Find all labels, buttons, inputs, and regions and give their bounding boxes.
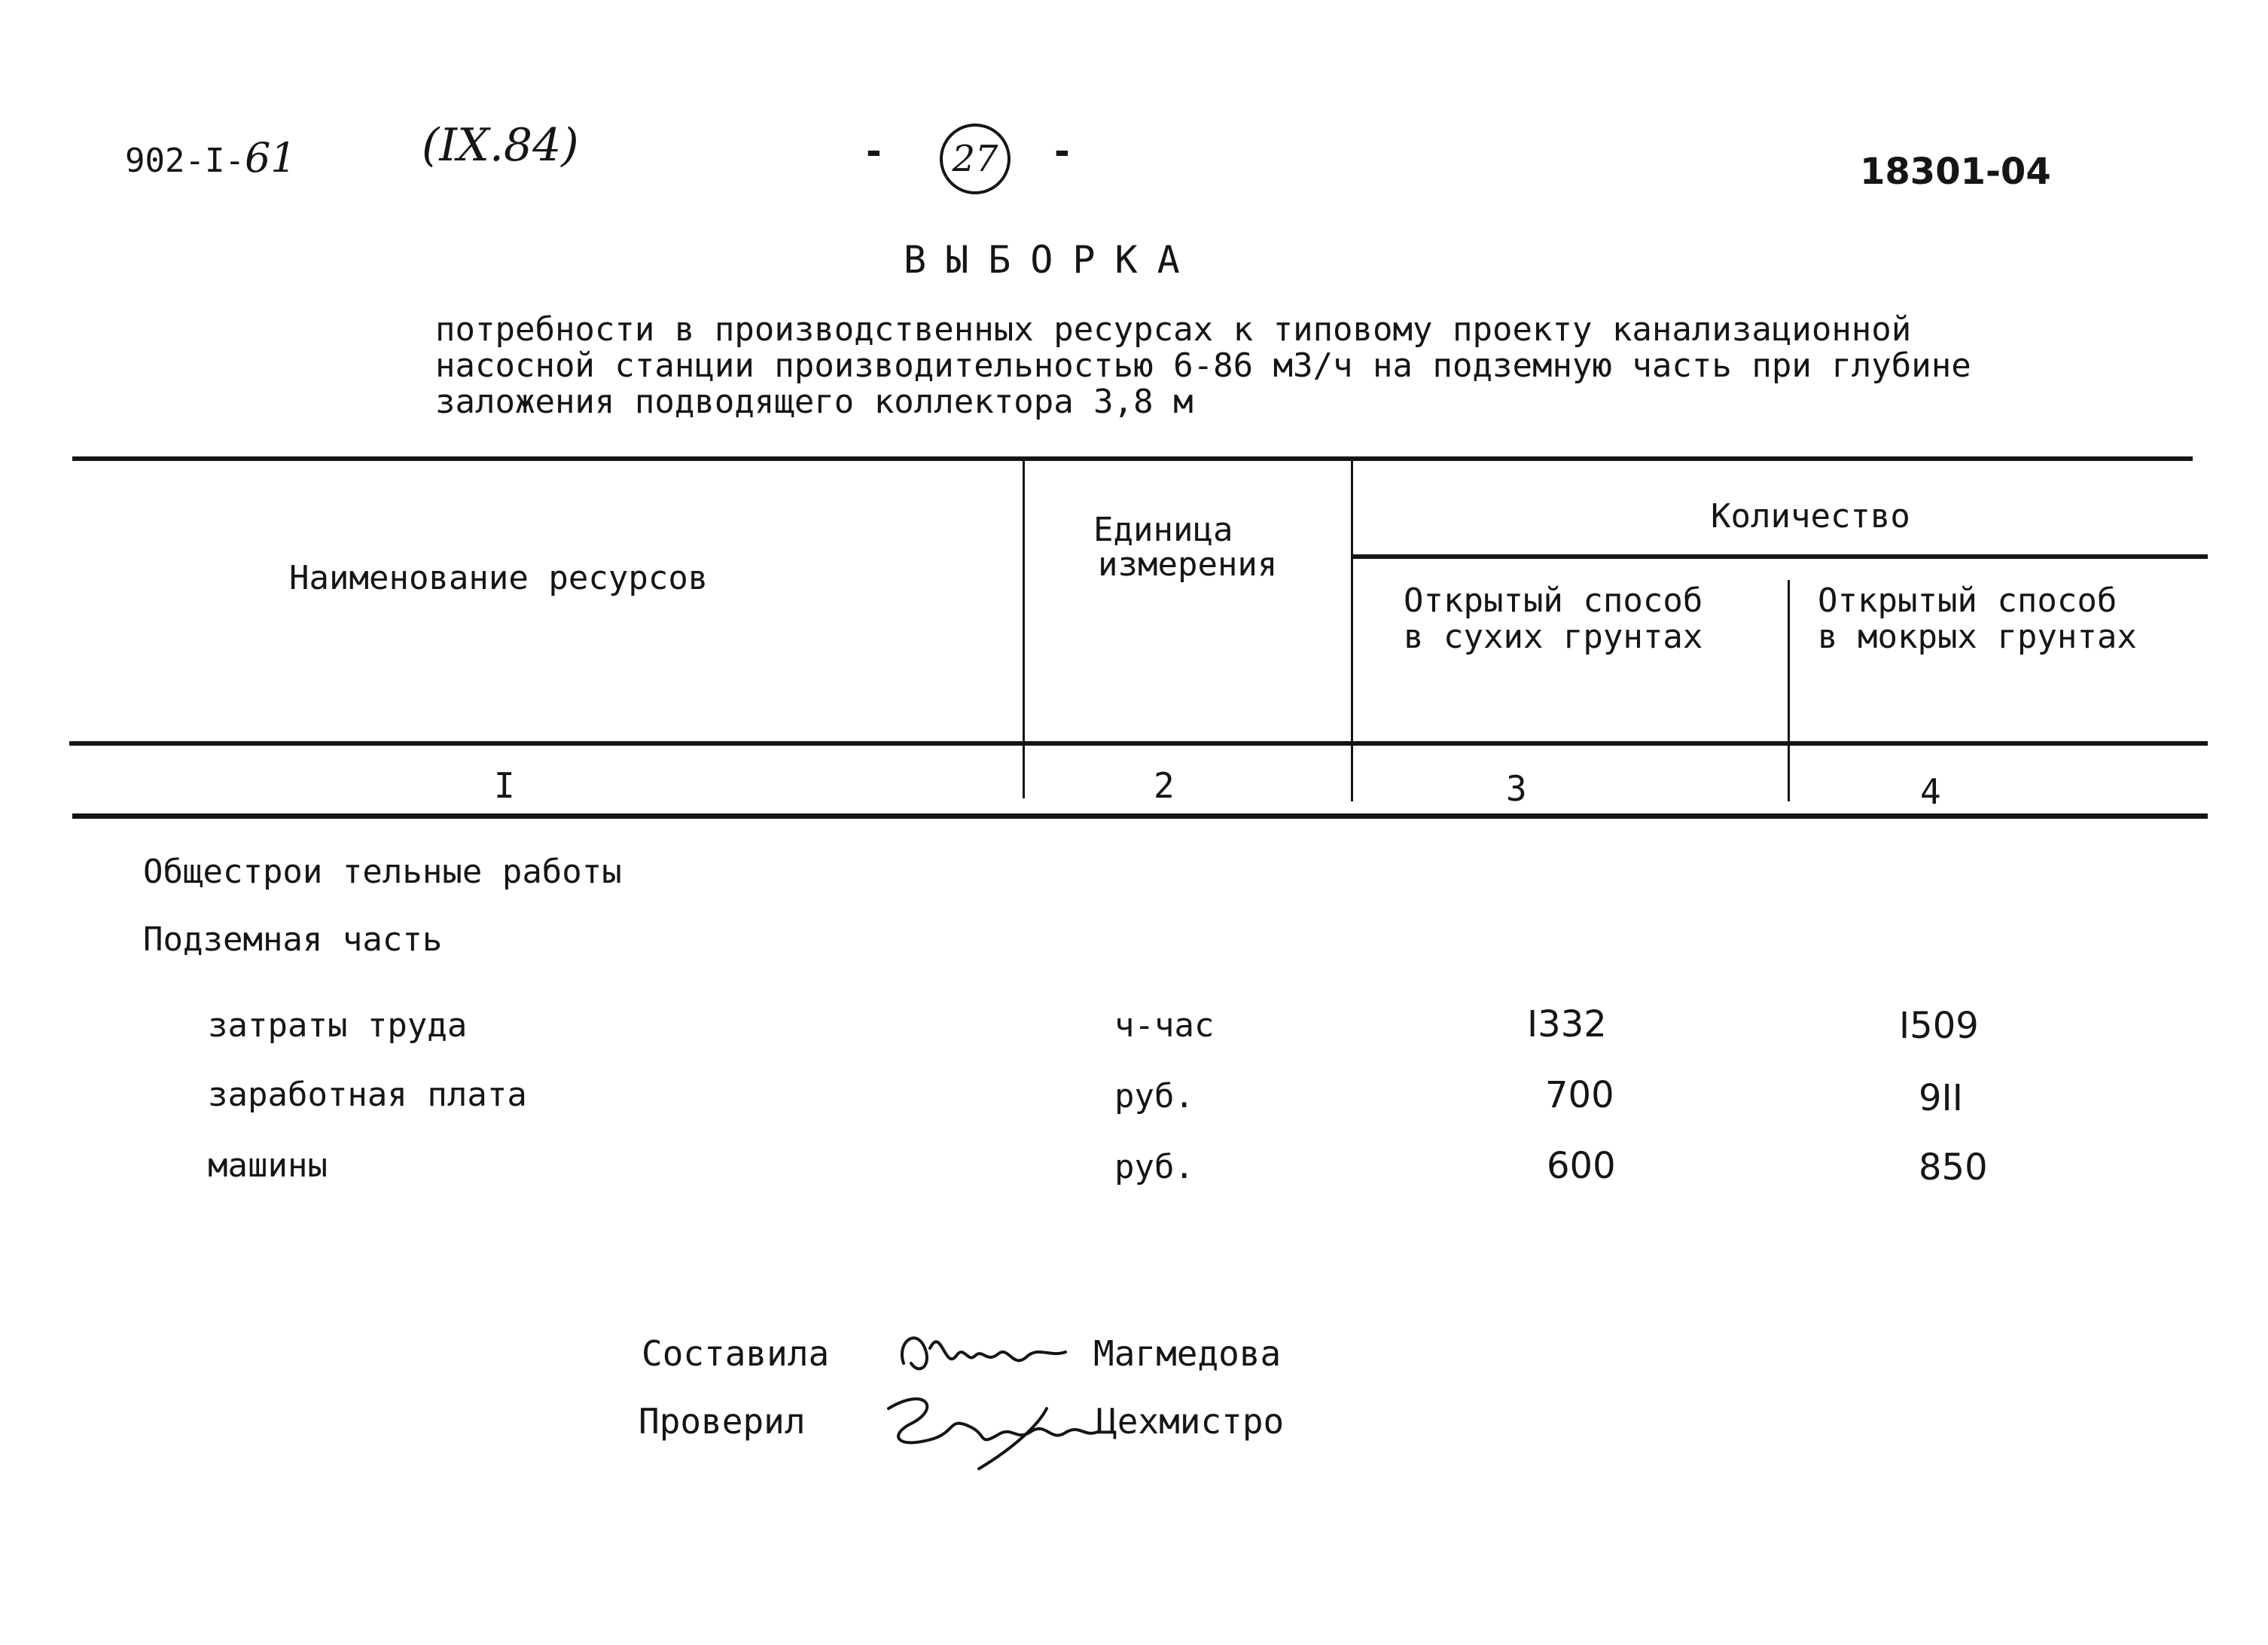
col-header-unit-line1: Единица: [1093, 511, 1233, 549]
document-number-prefix: 902-I-: [125, 142, 245, 180]
page-dash-left: -: [866, 130, 882, 173]
col-header-unit-line2: измерения: [1098, 545, 1278, 584]
col-number-4: 4: [1920, 771, 1941, 812]
table-top-rule: [72, 456, 2193, 461]
row-unit: ч-час: [1114, 1006, 1215, 1045]
checked-signature: [866, 1378, 1107, 1476]
col-header-dry-line1: Открытый способ: [1404, 581, 1703, 620]
col-divider-3: [1788, 580, 1790, 801]
col-number-2: 2: [1154, 765, 1175, 806]
document-number-handwritten: 61: [244, 134, 297, 182]
section-heading: Общестрои тельные работы: [143, 853, 622, 891]
subtitle-line: насосной станции производительностью 6-86 м3/ч на подземную часть при глубине: [435, 346, 1971, 385]
col-divider-2: [1351, 461, 1353, 801]
document-number: [125, 134, 297, 182]
checked-by-label: Проверил: [639, 1401, 806, 1442]
checked-by-name: Цехмистро: [1096, 1401, 1285, 1442]
numbers-bottom-rule: [72, 813, 2208, 819]
page-dash-right: -: [1054, 130, 1070, 173]
handwritten-date-note: (IX.84): [422, 119, 579, 172]
document-subtitle: [435, 312, 2047, 420]
row-value-dry: 600: [1547, 1145, 1616, 1187]
row-value-wet: 9II: [1919, 1077, 1963, 1119]
row-name: затраты труда: [208, 1006, 468, 1045]
row-value-wet: 850: [1919, 1146, 1988, 1189]
quantity-underline: [1351, 554, 2208, 559]
document-code: 18301-04: [1860, 151, 2051, 193]
row-value-dry: I332: [1527, 1003, 1607, 1045]
col-header-wet-line1: Открытый способ: [1818, 581, 2117, 620]
row-name: заработная плата: [208, 1076, 527, 1114]
compiled-by-name: Магмедова: [1093, 1333, 1282, 1374]
col-number-3: 3: [1506, 768, 1527, 809]
row-value-wet: I509: [1899, 1005, 1979, 1047]
row-unit: руб.: [1114, 1148, 1194, 1186]
row-value-dry: 700: [1545, 1074, 1614, 1116]
col-header-quantity: Количество: [1711, 497, 1910, 536]
col-header-dry-line2: в сухих грунтах: [1404, 618, 1703, 656]
col-header-name: Наименование ресурсов: [289, 559, 709, 597]
document-title: ВЫБОРКА: [904, 238, 1200, 282]
row-name: машины: [208, 1146, 328, 1185]
compiled-by-label: Составила: [642, 1333, 830, 1374]
page-number-circled: 27: [940, 124, 1011, 194]
row-unit: руб.: [1114, 1077, 1194, 1115]
col-header-wet-line2: в мокрых грунтах: [1818, 618, 2137, 656]
subtitle-line: потребности в производственных ресурсах к типовому проекту канализационной: [435, 310, 1912, 349]
header-bottom-rule: [69, 741, 2208, 746]
section-heading: Подземная часть: [143, 920, 443, 959]
subtitle-line: заложения подводящего коллектора 3,8 м: [435, 383, 1193, 421]
col-number-1: I: [494, 765, 515, 806]
col-divider-1: [1023, 461, 1025, 798]
